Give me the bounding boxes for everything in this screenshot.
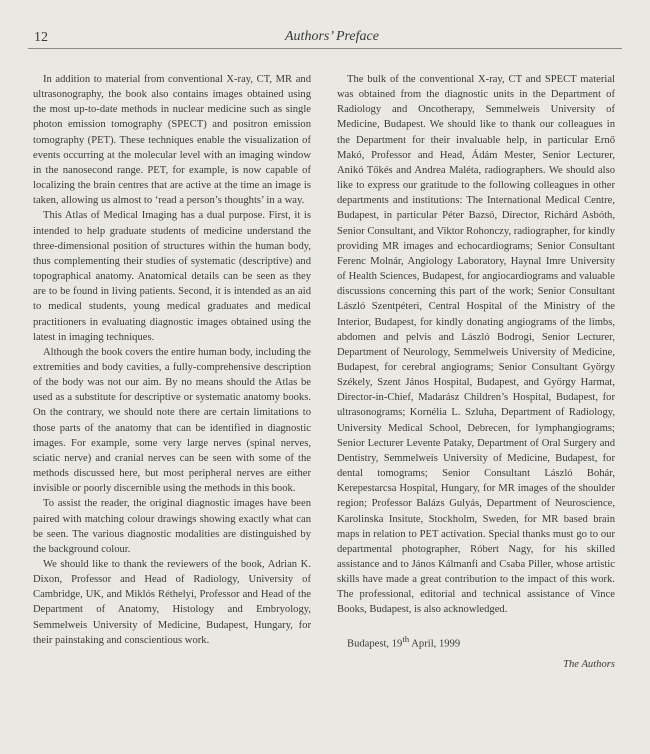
- paragraph: In addition to material from conventional X-ray, CT, MR and ultrasonography, the book also contains images obtained using the most up-to-date methods in nuclear medicine such as single photon emission tomography (SPECT) and positron emission tomography (PET). These techniques enable the visualization of events occurring at the molecular level with an imaging window in the nanosecond range. PET, for example, is now capable of localizing the brain centres that are active at the time an image is taken, allowing us almost to ‘read a person’s thoughts’ in a way.: [33, 74, 311, 207]
- date-suffix: th: [402, 633, 410, 644]
- signature: The Authors: [563, 659, 615, 671]
- header-rule: [28, 48, 622, 49]
- left-column: [33, 72, 311, 648]
- paragraph: Although the book covers the entire human body, including the extremities and body cavities, a fully-comprehensive description of the body was not our aim. By no means should the Atlas be used as a substitute for descriptive or systematic anatomy books. On the contrary, we should note there are certain limitations to those parts of the anatomy that can be identified in diagnostic images. For example, some very large nerves (spinal nerves, sciatic nerve) and cranial nerves can be seen with some of the methods discussed here, but most peripheral nerves are either invisible or poorly discernible using the methods in this book.: [33, 346, 311, 495]
- paragraph: To assist the reader, the original diagnostic images have been paired with matching colour drawings showing exactly what can be seen. The various diagnostic modalities are distinguished by the background colour.: [33, 498, 311, 555]
- date-rest: April, 1999: [411, 638, 461, 650]
- dateline: [337, 632, 615, 652]
- running-title: Authors’ Preface: [285, 29, 379, 44]
- date-place: Budapest,: [347, 638, 390, 650]
- date-day: 19: [391, 638, 403, 650]
- paragraph: This Atlas of Medical Imaging has a dual purpose. First, it is intended to help graduate students of medicine understand the three-dimensional position of structures within the human body, thus complementing their studies of systematic (descriptive) and topographical anatomy. Anatomical details can be seen as they are to be found in living patients. Second, it is intended as an aid to medical students, young medical graduates and medical practitioners in evaluating diagnostic images obtained using the latest in imaging techniques.: [33, 210, 311, 343]
- paragraph: We should like to thank the reviewers of the book, Adrian K. Dixon, Professor and Head of Radiology, University of Cambridge, UK, and Miklós Réthelyi, Professor and Head of the Department of Anatomy, Histology and Embryology, Semmelweis University of Medicine, Budapest, Hungary, for their painstaking and conscientious work.: [33, 559, 311, 646]
- page-number: 12: [34, 30, 48, 45]
- paragraph: The bulk of the conventional X-ray, CT and SPECT material was obtained from the diagnostic units in the Department of Radiology and Oncotherapy, Semmelweis University of Medicine, Budapest. We should like to thank our colleagues in the Department for their invaluable help, in particular Ernő Makó, Professor and Head, Ádám Mester, Senior Lecturer, Anikó Tőkés and Andrea Maléta, radiographers. We should also like to express our gratitude to the following colleagues in other departments and institutions: The International Medical Centre, Budapest, in particular Péter Bazsó, Director, Richárd Asbóth, Senior Consultant, and Viktor Rohonczy, radiographer, for kindly providing MR images and echocardiograms; Senior Consultant Ferenc Molnár, Angiology Laboratory, Haynal Imre University of Health Sciences, Budapest, for angiocardiograms and valuable discussions concerning this part of the work; Senior Consultant László Szentpéteri, Central Hospital of the Ministry of the Interior, Budapest, for kindly donating angiograms of the limbs, abdomen and pelvis and László Bodrogi, Senior Lecturer, Department of Neurology, Semmelweis University of Medicine, Budapest, for cerebral angiograms; Senior Consultant György Székely, Szent János Hospital, Budapest, and György Harmat, Director-in-Chief, Madarász Children’s Hospital, Budapest, for ultrasonograms; Kornélia L. Szluha, Department of Radiology, University Medical School, Debrecen, for lymphangiograms; Senior Lecturer Levente Pataky, Department of Oral Surgery and Dentistry, Semmelweis University of Medicine, Budapest, for dental tomograms; Senior Consultant László Bohár, Kerepestarcsa Hospital, Hungary, for MR images of the shoulder region; Professor Balázs Gulyás, Department of Neuroscience, Karolinska Insitute, Stockholm, Sweden, for MR based brain maps in relation to PET activation. Special thanks must go to our departmental photographer, Róbert Nagy, for his skilled assistance and to János Kálmanfi and Csaba Piller, whose artistic skills have made a great contribution to the impact of this work. The professional, editorial and technical assistance of Vince Books, Budapest, is also acknowledged.: [337, 74, 615, 616]
- right-column: [337, 72, 615, 672]
